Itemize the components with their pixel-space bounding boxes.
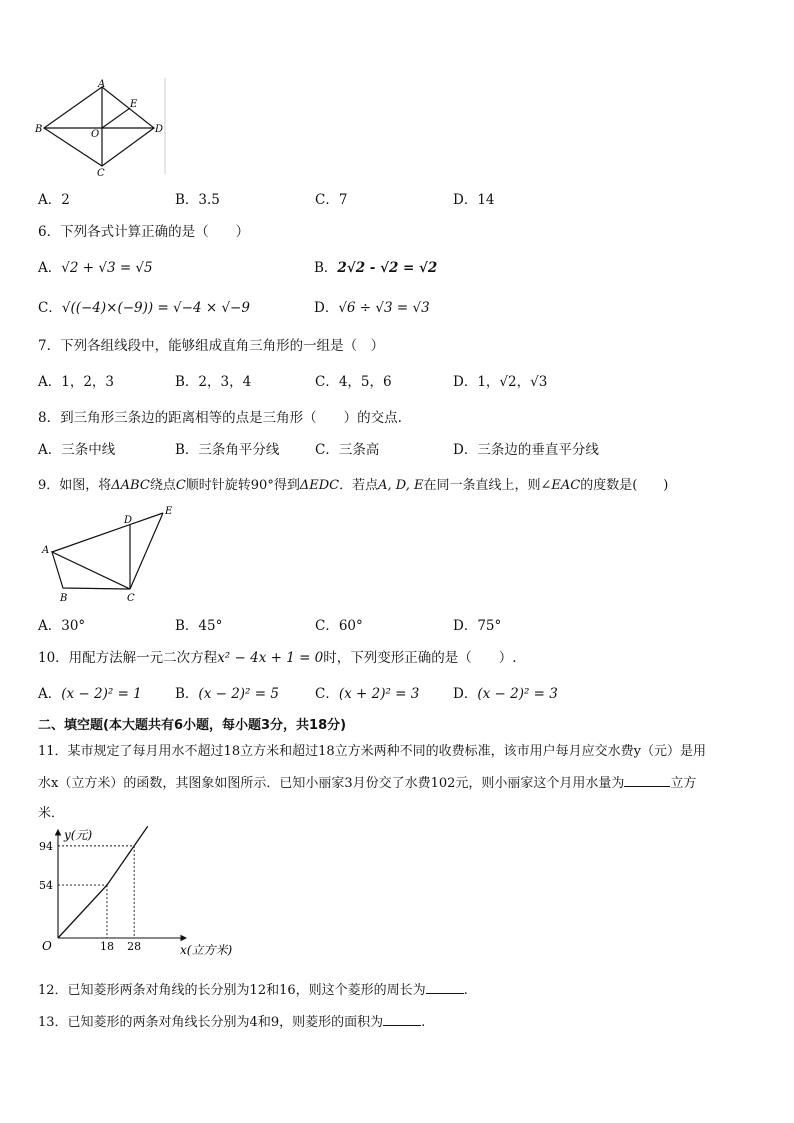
label-B: B	[60, 593, 68, 604]
q9-option-b[interactable]: B．45°	[175, 618, 223, 634]
q13: 13．已知菱形的两条对角线长分别为4和9，则菱形的面积为 .	[38, 1015, 426, 1030]
label-D: D	[124, 515, 133, 526]
q10-stem: 10．用配方法解一元二次方程x² − 4x + 1 = 0时，下列变形正确的是（ ）.	[38, 650, 517, 666]
q6-stem: 6．下列各式计算正确的是（ ）	[38, 224, 250, 240]
label-O: O	[91, 129, 100, 140]
q5-option-c[interactable]: C．7	[315, 192, 348, 208]
q5-option-b[interactable]: B．3.5	[175, 192, 220, 208]
q6-option-d[interactable]: D．√6 ÷ √3 = √3	[314, 300, 430, 316]
rotation-figure	[38, 502, 188, 608]
q6-option-c[interactable]: C．√((−4)×(−9)) = √−4 × √−9	[38, 300, 250, 316]
q10-option-a[interactable]: A．(x − 2)² = 1	[38, 686, 142, 702]
q11-line1: 11．某市规定了每月用水不超过18立方米和超过18立方米两种不同的收费标准，该市用户每月应交水费y（元）是用	[38, 744, 706, 759]
label-A: A	[98, 79, 106, 90]
y-axis-label: y(元)	[64, 828, 93, 842]
q10-option-c[interactable]: C．(x + 2)² = 3	[315, 686, 420, 702]
label-C: C	[97, 168, 105, 178]
section-heading: 二、填空题(本大题共有6小题，每小题3分，共18分)	[38, 718, 347, 733]
y-tick-label: 94	[39, 839, 53, 853]
q7-stem: 7．下列各组线段中，能够组成直角三角形的一组是（ ）	[38, 338, 385, 354]
q9-option-c[interactable]: C．60°	[315, 618, 363, 634]
q10-option-b[interactable]: B．(x − 2)² = 5	[175, 686, 279, 702]
answer-blank[interactable]	[383, 1013, 421, 1026]
q7-option-d[interactable]: D．1，√2，√3	[453, 374, 548, 390]
label-B: B	[35, 124, 43, 135]
x-tick-label: 18	[99, 940, 114, 953]
label-E: E	[130, 99, 138, 110]
x-tick-label: 28	[127, 940, 142, 953]
label-E: E	[165, 506, 173, 517]
label-D: D	[155, 124, 164, 135]
answer-blank[interactable]	[426, 981, 464, 994]
q8-option-b[interactable]: B．三条角平分线	[175, 442, 280, 458]
x-axis-label: x(立方米)	[180, 943, 233, 957]
q8-option-a[interactable]: A．三条中线	[38, 442, 116, 458]
q12: 12．已知菱形两条对角线的长分别为12和16，则这个菱形的周长为 .	[38, 983, 468, 998]
q11-line3: 米．	[38, 806, 65, 821]
q7-option-a[interactable]: A．1，2，3	[38, 374, 115, 390]
q8-stem: 8．到三角形三条边的距离相等的点是三角形（ ）的交点.	[38, 410, 402, 426]
answer-blank[interactable]	[624, 774, 670, 787]
water-fee-chart	[34, 826, 264, 958]
q5-option-d[interactable]: D．14	[453, 192, 495, 208]
rhombus-figure	[34, 78, 174, 178]
q10-option-d[interactable]: D．(x − 2)² = 3	[453, 686, 558, 702]
q8-option-c[interactable]: C．三条高	[315, 442, 380, 458]
label-A: A	[42, 545, 50, 556]
q7-option-b[interactable]: B．2，3，4	[175, 374, 252, 390]
q9-stem: 9．如图，将ΔABC绕点C顺时针旋转90°得到ΔEDC．若点A, D, E在同一条直线上，则∠EAC的度数是( )	[38, 478, 669, 493]
origin-label: O	[42, 939, 52, 953]
y-tick-label: 54	[39, 879, 53, 893]
chart-marks	[39, 826, 148, 953]
q11-line2: 水x（立方米）的函数，其图象如图所示．已知小丽家3月份交了水费102元，则小丽家这个月用水量为 立方	[38, 776, 697, 791]
label-C: C	[127, 593, 135, 604]
q7-option-c[interactable]: C．4，5，6	[315, 374, 392, 390]
q6-option-a[interactable]: A．√2 + √3 = √5	[38, 260, 153, 276]
q5-option-a[interactable]: A．2	[38, 192, 70, 208]
q9-option-d[interactable]: D．75°	[453, 618, 502, 634]
q6-option-b[interactable]: B．2√2 - √2 = √2	[314, 260, 438, 276]
q9-option-a[interactable]: A．30°	[38, 618, 86, 634]
q8-option-d[interactable]: D．三条边的垂直平分线	[453, 442, 599, 458]
